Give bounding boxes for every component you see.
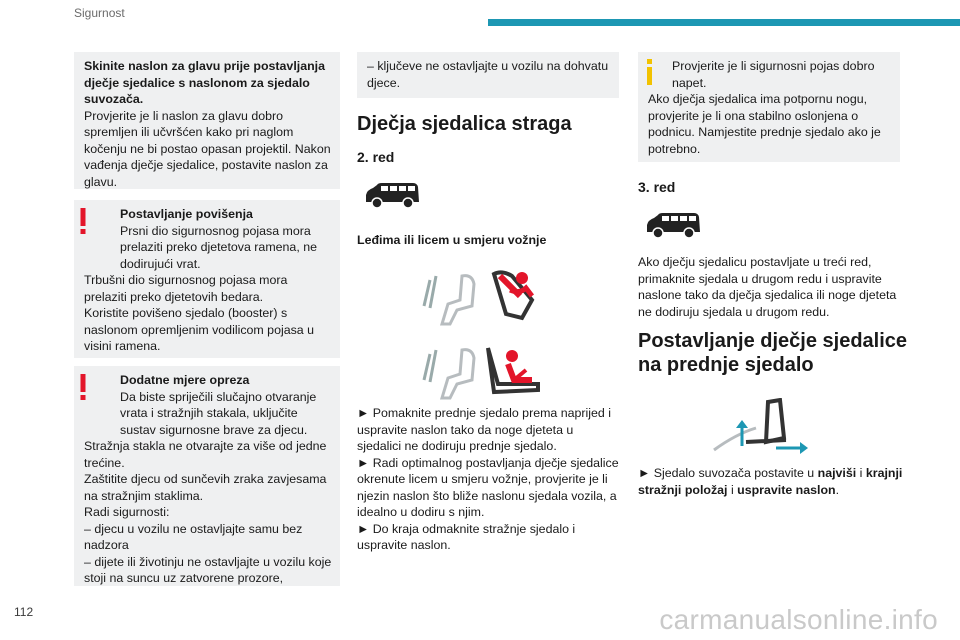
row-2-label: 2. red — [357, 149, 395, 165]
step-item: ► Radi optimalnog postavljanja dječje sjedalice okrenute licem u smjeru vožnje, provjerite je li njezin naslon što bliže naslonu sjedala vozila, a idealno u dodiru s njim. — [357, 455, 619, 519]
step-item: ► Do kraja odmaknite stražnje sjedalo i uspravite naslon. — [357, 521, 576, 552]
headrest-note-title: Skinite naslon za glavu prije postavljanja dječje sjedalice s naslonom za sjedalo suvozača. — [84, 59, 326, 106]
headrest-note-body: Provjerite je li naslon za glavu dobro spremljen ili učvršćen kako pri naglom kočenju ne bi postao opasan projektil. Nakon vađenja dječje sjedalice, postavite naslon za glavu. — [84, 108, 331, 189]
precautions-line: Zaštitite djecu od sunčevih zraka zavjesama na stražnjim staklima. — [84, 472, 327, 503]
orientation-subheading: Leđima ili licem u smjeru vožnje — [357, 233, 547, 247]
precautions-line: Radi sigurnosti: — [84, 505, 170, 519]
booster-warning-line: Trbušni dio sigurnosnog pojasa mora prelaziti preko djetetovih bedara. — [84, 273, 288, 304]
page-number: 112 — [14, 605, 34, 619]
watermark: carmanualsonline.info — [659, 604, 938, 635]
precautions-line: Da biste spriječili slučajno otvaranje vrata i stražnjih stakala, uključite sustav sigurnosne brave za djecu. — [120, 389, 317, 437]
step-item: ► Pomaknite prednje sjedalo prema naprijed i uspravite naslon tako da noge djeteta u sjedalici ne dodiruju prednje sjedalo. — [357, 406, 612, 453]
warning-icon — [79, 208, 87, 234]
info-line: Ako dječja sjedalica ima potpornu nogu, provjerite je li ona stabilno oslonjena o podnicu. Namjestite prednje sjedalo ako je potrebno. — [648, 92, 881, 156]
front-seat-step — [638, 465, 908, 498]
forward-facing-seat-illustration — [402, 340, 552, 400]
info-line: Provjerite je li sigurnosni pojas dobro napet. — [672, 59, 875, 90]
row-3-paragraph: Ako dječju sjedalicu postavljate u treći red, primaknite sjedala u drugom redu i uspravite naslone tako da dječja sjedalica ili noge djeteta ne dodiruju sjedala u drugom redu. — [638, 255, 897, 319]
precautions-line: – dijete ili životinju ne ostavljajte u vozilu koje stoji na suncu uz zatvorene prozore, — [84, 554, 332, 585]
step-end: . — [835, 482, 840, 497]
front-seat-heading: Postavljanje dječje sjedalice na prednje sjedalo — [638, 330, 908, 376]
booster-warning-line: Prsni dio sigurnosnog pojasa mora prelaziti preko djetetova ramena, ne dodirujući vrat. — [120, 223, 317, 271]
precautions-line: Stražnja stakla ne otvarajte za više od jedne trećine. — [84, 439, 327, 470]
booster-warning-box — [74, 200, 340, 358]
step-bold-highest: najviši — [817, 466, 857, 480]
rear-facing-seat-illustration — [402, 266, 552, 326]
precautions-continued-box — [357, 52, 619, 98]
car-row-2-icon — [363, 181, 421, 211]
car-row-3-icon — [644, 211, 702, 241]
booster-warning-title: Postavljanje povišenja — [120, 207, 253, 221]
warning-icon — [79, 374, 87, 400]
step-mid: i — [856, 466, 866, 480]
precautions-title: Dodatne mjere opreza — [120, 373, 250, 387]
precautions-continued-text: – ključeve ne ostavljajte u vozilu na dohvatu djece. — [367, 59, 609, 90]
section-title: Sigurnost — [74, 6, 125, 20]
step-bold-rearmost: krajnji stražnji položaj — [638, 466, 903, 497]
booster-warning-line: Koristite povišeno sjedalo (booster) s naslonom opremljenim vodilicom pojasa u visini ramena. — [84, 306, 315, 353]
front-seat-adjust-illustration — [706, 398, 812, 456]
header-accent-bar — [488, 19, 960, 26]
precautions-line: – djecu u vozilu ne ostavljajte samu bez nadzora — [84, 521, 303, 552]
headrest-note-box — [74, 52, 340, 189]
seatbelt-info-box — [638, 52, 900, 162]
info-icon — [646, 59, 653, 85]
step-prefix: ► Sjedalo suvozača postavite u — [638, 466, 818, 480]
rear-seat-steps — [357, 405, 619, 554]
rear-child-seat-heading: Dječja sjedalica straga — [357, 113, 572, 135]
step-mid: i — [727, 482, 738, 497]
step-bold-upright: uspravite naslon — [737, 482, 836, 497]
precautions-warning-box — [74, 366, 340, 586]
row-3-label: 3. red — [638, 179, 676, 195]
